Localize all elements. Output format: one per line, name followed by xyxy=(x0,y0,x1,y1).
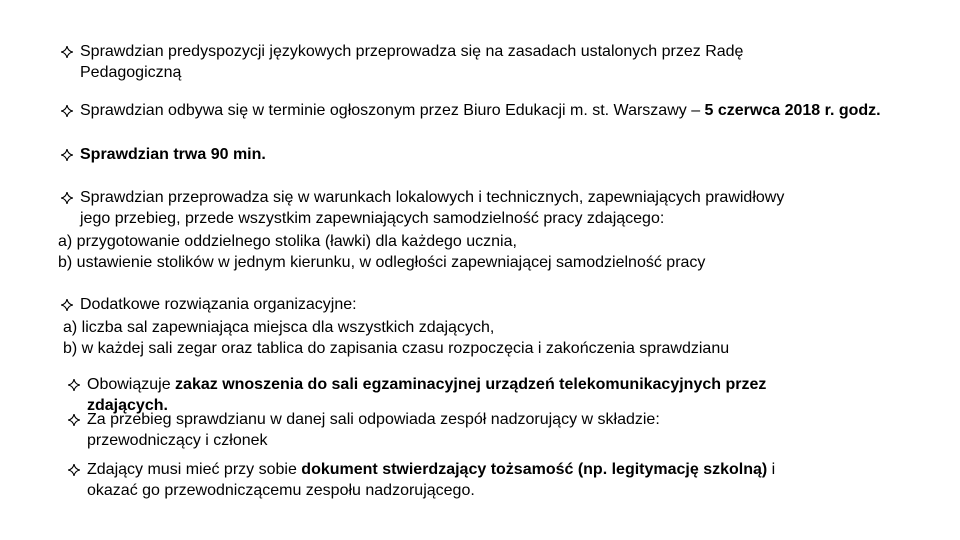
diamond-bullet-icon xyxy=(67,409,81,430)
bullet-6-line-2: zdających. xyxy=(87,397,168,414)
bullet-4-line-2: jego przebieg, przede wszystkim zapewniających samodzielność pracy zdającego: xyxy=(80,210,665,227)
bullet-6-plain: Obowiązuje xyxy=(87,376,176,393)
bullet-8-bold: dokument stwierdzający tożsamość (np. legitymację szkolną) xyxy=(301,461,768,478)
bullet-4-sub-a: a) przygotowanie oddzielnego stolika (ławki) dla każdego ucznia, xyxy=(58,233,517,250)
bullet-7-line-1: Za przebieg sprawdzianu w danej sali odpowiada zespół nadzorujący w składzie: xyxy=(87,411,660,428)
bullet-6-bold: zakaz wnoszenia do sali egzaminacyjnej urządzeń telekomunikacyjnych przez xyxy=(175,376,767,393)
bullet-2-text xyxy=(80,100,881,121)
bullet-5-sub-a: a) liczba sal zapewniająca miejsca dla wszystkich zdających, xyxy=(63,319,495,336)
diamond-bullet-icon xyxy=(60,100,74,121)
bullet-4-sub-b: b) ustawienie stolików w jednym kierunku, w odległości zapewniającej samodzielność pracy xyxy=(58,254,706,271)
bullet-4-line-1: Sprawdzian przeprowadza się w warunkach lokalowych i technicznych, zapewniających prawidłowy xyxy=(80,189,785,206)
bullet-6-text xyxy=(87,374,766,395)
bullet-8-plain: Zdający musi mieć przy sobie xyxy=(87,461,302,478)
bullet-8-line-2: okazać go przewodniczącemu zespołu nadzorującego. xyxy=(87,482,475,499)
diamond-bullet-icon xyxy=(60,41,74,62)
bullet-5-line-1: Dodatkowe rozwiązania organizacyjne: xyxy=(80,296,357,313)
bullet-1-line-1: Sprawdzian predyspozycji językowych przeprowadza się na zasadach ustalonych przez Radę xyxy=(80,43,744,60)
bullet-7-line-2: przewodniczący i członek xyxy=(87,432,268,449)
bullet-2-date: 5 czerwca 2018 r. godz. xyxy=(704,102,881,119)
bullet-1-line-2: Pedagogiczną xyxy=(80,64,182,81)
diamond-bullet-icon xyxy=(60,187,74,208)
diamond-bullet-icon xyxy=(67,374,81,395)
diamond-bullet-icon xyxy=(60,294,74,315)
bullet-5-sub-b: b) w każdej sali zegar oraz tablica do zapisania czasu rozpoczęcia i zakończenia sprawdzianu xyxy=(63,340,730,357)
diamond-bullet-icon xyxy=(60,144,74,165)
diamond-bullet-icon xyxy=(67,459,81,480)
bullet-2-plain: Sprawdzian odbywa się w terminie ogłoszonym przez Biuro Edukacji m. st. Warszawy – xyxy=(80,102,705,119)
bullet-8-text xyxy=(87,459,775,480)
bullet-3-text: Sprawdzian trwa 90 min. xyxy=(80,146,266,163)
bullet-8-plain-2: i xyxy=(767,461,776,478)
